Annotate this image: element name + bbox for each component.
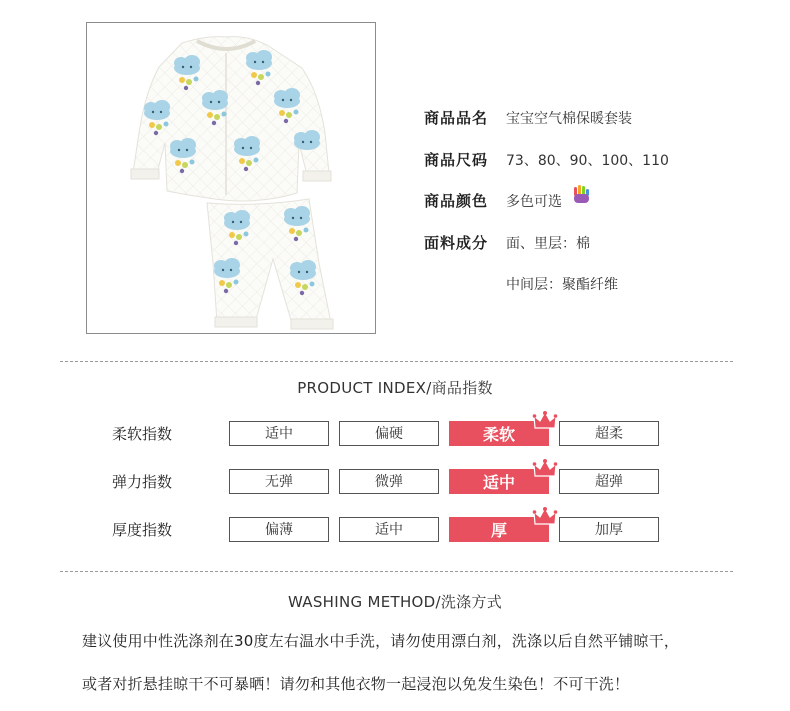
divider — [60, 361, 733, 362]
spec-label: 商品颜色 — [424, 192, 489, 210]
spec-value: 多色可选 — [506, 194, 562, 210]
divider — [60, 571, 733, 572]
washing-method-title: WASHING METHOD/洗涤方式 — [287, 593, 503, 611]
index-option-selected — [449, 517, 549, 542]
spec-value: 面、里层：棉 — [506, 236, 590, 252]
product-photo — [86, 22, 376, 334]
spec-value: 宝宝空气棉保暖套装 — [506, 111, 632, 127]
index-row-thickness — [0, 515, 790, 545]
index-option-selected — [449, 469, 549, 494]
spec-label: 商品尺码 — [424, 151, 489, 169]
index-option: 微弹 — [339, 469, 439, 494]
crown-icon — [532, 410, 558, 432]
spec-row-size — [424, 146, 669, 174]
index-option: 无弹 — [229, 469, 329, 494]
index-option: 加厚 — [559, 517, 659, 542]
rainbow-hand-icon — [571, 185, 591, 214]
washing-instruction-line: 建议使用中性洗涤剂在30度左右温水中手洗，请勿使用漂白剂，洗涤以后自然平铺晾干， — [82, 632, 680, 650]
index-label: 厚度指数 — [112, 521, 173, 539]
index-option-selected — [449, 421, 549, 446]
index-option: 偏硬 — [339, 421, 439, 446]
spec-row-material — [424, 229, 590, 257]
spec-label: 面料成分 — [424, 234, 489, 252]
spec-row-name — [424, 104, 632, 132]
index-label: 柔软指数 — [112, 425, 173, 443]
index-option: 偏薄 — [229, 517, 329, 542]
index-row-elasticity — [0, 467, 790, 497]
spec-row-color — [424, 187, 591, 215]
index-option: 适中 — [339, 517, 439, 542]
crown-icon — [532, 506, 558, 528]
index-option: 超弹 — [559, 469, 659, 494]
spec-row-material-inner — [424, 270, 618, 298]
spec-label: 商品品名 — [424, 109, 489, 127]
pajama-illustration — [87, 23, 375, 333]
option-label: 柔软 — [482, 425, 515, 444]
option-label: 厚 — [490, 521, 507, 540]
washing-instruction-line: 或者对折悬挂晾干不可暴晒！请勿和其他衣物一起浸泡以免发生染色！不可干洗！ — [82, 675, 630, 693]
option-label: 适中 — [482, 473, 515, 492]
crown-icon — [532, 458, 558, 480]
product-index-title: PRODUCT INDEX/商品指数 — [297, 379, 493, 397]
index-row-softness — [0, 419, 790, 449]
index-option: 超柔 — [559, 421, 659, 446]
index-option: 适中 — [229, 421, 329, 446]
spec-value: 73、80、90、100、110 — [506, 153, 669, 169]
index-label: 弹力指数 — [112, 473, 173, 491]
spec-value: 中间层：聚酯纤维 — [506, 277, 618, 293]
